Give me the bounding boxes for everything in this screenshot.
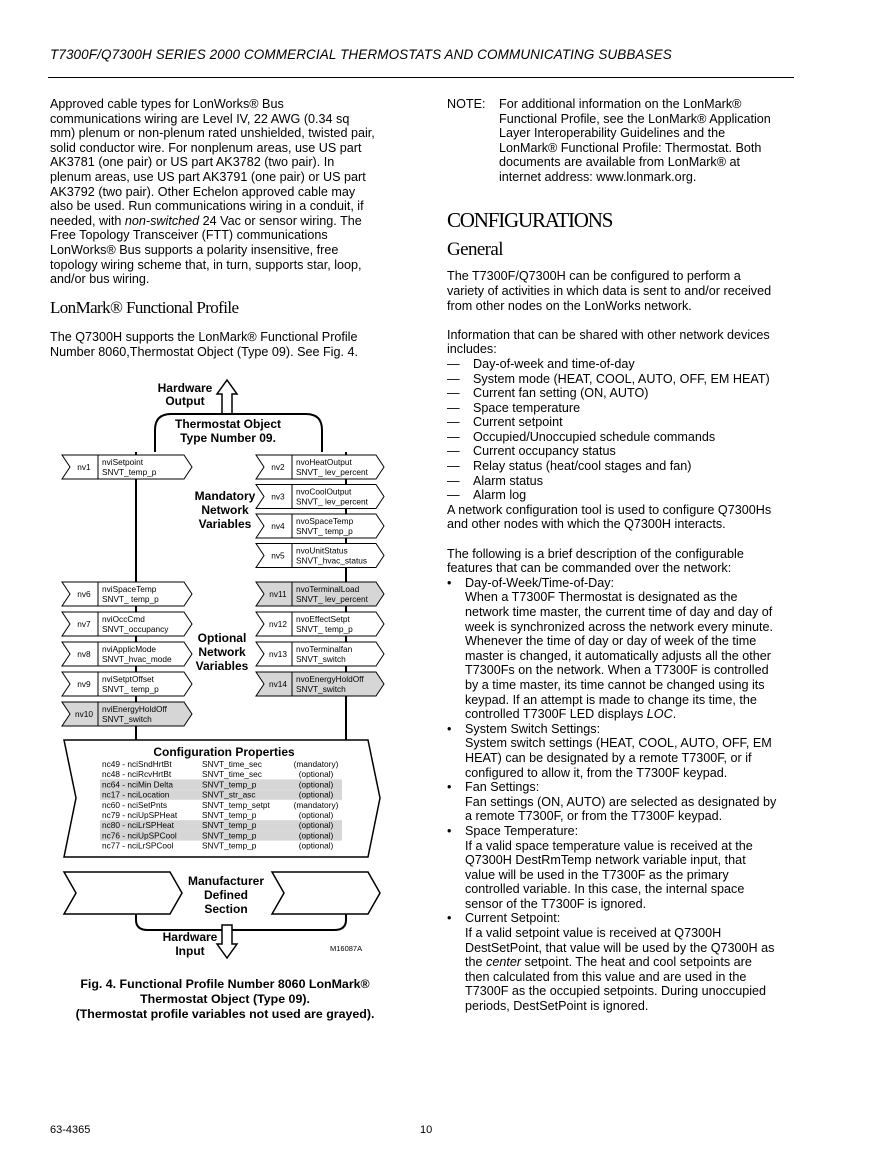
tool-paragraph	[447, 503, 797, 532]
shared-item	[447, 444, 797, 459]
nv-type: SNVT_ temp_p	[102, 594, 159, 604]
shared-item	[447, 474, 797, 489]
features-intro-line: features that can be commanded over the network:	[447, 561, 732, 576]
cable-line: communications wiring are Level IV, 22 AWG (0.34 sq	[50, 111, 350, 126]
config-type: SNVT_temp_p	[202, 779, 257, 790]
cable-line: AK3781 (one pair) or US part AK3782 (two pair). In	[50, 155, 335, 170]
bullet-marker: •	[447, 911, 452, 926]
config-nc: nc77 - nciLrSPCool	[102, 840, 174, 851]
feature-line: DestSetPoint, that value will be used by the Q7300H as	[465, 940, 775, 955]
caption-line: (Thermostat profile variables not used are grayed).	[75, 1007, 375, 1021]
nv-name: nvoTerminalfan	[296, 644, 353, 654]
optional-label: Variables	[195, 659, 249, 673]
config-nc: nc17 - nciLocation	[102, 789, 170, 800]
feature-title: Day-of-Week/Time-of-Day:	[465, 575, 615, 590]
shared-item-text: Current occupancy status	[473, 444, 616, 459]
nv-type: SNVT_hvac_status	[296, 555, 368, 566]
cable-line: topology wiring scheme that, in turn, supports star, loop,	[50, 257, 362, 272]
feature-line: the center setpoint. The heat and cool setpoints are	[465, 955, 752, 970]
optional-label: Network	[198, 645, 246, 659]
cable-line: Free Topology Transceiver (FTT) communications	[50, 228, 328, 243]
cable-line: AK3792 (two pair). Other Echelon approved cable may	[50, 184, 356, 199]
output-arrow-icon	[217, 380, 237, 414]
feature-line: T7300F as the occupied setpoints. During unoccupied	[465, 984, 767, 999]
shared-intro-line: includes:	[447, 342, 497, 357]
feature-line: value will be used in the T7300F as the primary	[465, 867, 729, 882]
config-type: SNVT_time_sec	[202, 769, 262, 780]
dash-marker: —	[447, 371, 460, 386]
note-line: For additional information on the LonMark®	[499, 97, 742, 111]
cable-line: plenum areas, use US part AK3791 (one pair) or US part	[50, 169, 366, 184]
shared-item-text: Relay status (heat/cool stages and fan)	[473, 459, 692, 474]
config-status: (optional)	[298, 810, 334, 820]
shared-item-text: Alarm status	[473, 473, 543, 488]
feature-body	[465, 911, 774, 1013]
config-type: SNVT_temp_p	[202, 830, 257, 841]
cable-line: needed, with non-switched 24 Vac or sensor wiring. The	[50, 213, 362, 228]
nv-type: SNVT_switch	[102, 714, 152, 724]
hardware-input-label: Input	[175, 944, 205, 958]
features-intro-line: The following is a brief description of the configurable	[447, 546, 744, 561]
feature-body	[465, 722, 772, 780]
hardware-output-label: Output	[165, 394, 205, 408]
nv-number: nv11	[269, 589, 287, 599]
dash-marker: —	[447, 400, 460, 415]
nv-type: SNVT_temp_p	[102, 467, 157, 477]
right-column	[447, 97, 797, 1014]
configurations-heading: CONFIGURATIONS	[447, 208, 613, 233]
optional-label: Optional	[197, 631, 247, 645]
manufacturer-label: Section	[204, 902, 248, 916]
bullet-marker: •	[447, 721, 452, 736]
cable-line: and/or bus wiring.	[50, 272, 150, 287]
caption-line: Fig. 4. Functional Profile Number 8060 LonMark®	[80, 977, 370, 991]
nv-name: nviApplicMode	[102, 644, 156, 654]
shared-intro-line: Information that can be shared with other network devices	[447, 327, 770, 342]
manufacturer-label: Manufacturer	[187, 874, 265, 888]
nv-number: nv9	[77, 679, 91, 689]
nv-number: nv10	[75, 709, 93, 719]
mandatory-label: Variables	[198, 517, 252, 531]
config-status: (optional)	[298, 840, 334, 851]
feature-line: controlled T7300F LED displays LOC.	[465, 707, 677, 722]
shared-item-text: Current fan setting (ON, AUTO)	[473, 386, 649, 401]
general-paragraph	[447, 269, 797, 313]
dash-marker: —	[447, 444, 460, 459]
dash-marker: —	[447, 356, 460, 371]
nv-name: nvoHeatOutput	[296, 457, 352, 467]
feature-line: Fan settings (ON, AUTO) are selected as designated by	[465, 794, 777, 809]
feature-line: System switch settings (HEAT, COOL, AUTO, OFF, EM	[465, 736, 772, 751]
features-list	[447, 576, 797, 1014]
dash-marker: —	[447, 415, 460, 430]
config-status: (optional)	[298, 779, 334, 790]
feature-line: If a valid setpoint value is received at Q7300H	[465, 926, 722, 941]
shared-item	[447, 459, 797, 474]
feature-line: When a T7300F Thermostat is designated as the	[465, 590, 738, 605]
feature-title: System Switch Settings:	[465, 721, 601, 736]
nv-type: SNVT_ temp_p	[296, 624, 353, 634]
config-nc: nc76 - nciUpSPCool	[102, 830, 177, 841]
nv-name: nviSetptOffset	[102, 674, 154, 684]
dash-marker: —	[447, 488, 460, 503]
config-status: (optional)	[298, 830, 334, 841]
shared-list	[447, 357, 797, 503]
nv-name: nvoCoolOutput	[296, 486, 352, 497]
nv-type: SNVT_ lev_percent	[296, 594, 368, 604]
config-nc: nc64 - nciMin Delta	[102, 779, 174, 790]
nv-type: SNVT_ lev_percent	[296, 496, 368, 507]
nv-type: SNVT_ lev_percent	[296, 467, 368, 477]
config-type: SNVT_str_asc	[202, 789, 256, 800]
nv-number: nv13	[269, 649, 287, 659]
config-title: Configuration Properties	[153, 745, 295, 759]
shared-item	[447, 415, 797, 430]
cable-line: LonWorks® Bus supports a polarity insensitive, free	[50, 242, 339, 257]
feature-line: week is synchronized across the network every minute.	[465, 619, 773, 634]
nv-type: SNVT_switch	[296, 654, 346, 664]
lonmark-line: The Q7300H supports the LonMark® Functional Profile	[50, 329, 358, 344]
running-header: T7300F/Q7300H SERIES 2000 COMMERCIAL THERMOSTATS AND COMMUNICATING SUBBASES	[50, 47, 672, 62]
config-status: (optional)	[298, 789, 334, 800]
shared-item	[447, 372, 797, 387]
nv-name: nvoUnitStatus	[296, 545, 348, 556]
feature-line: periods, DestSetPoint is ignored.	[465, 999, 649, 1014]
dash-marker: —	[447, 459, 460, 474]
lonmark-line: Number 8060,Thermostat Object (Type 09). See Fig. 4.	[50, 344, 358, 359]
shared-item	[447, 430, 797, 445]
nv-number: nv8	[77, 649, 91, 659]
note-label: NOTE:	[447, 97, 486, 111]
shared-intro	[447, 328, 797, 357]
feature-line: controlled variable. In this case, the internal space	[465, 882, 745, 897]
general-heading: General	[447, 238, 503, 260]
feature-line: sensor of the T7300F is ignored.	[465, 896, 647, 911]
config-status: (optional)	[298, 820, 334, 831]
nv-number: nv4	[271, 521, 285, 531]
features-intro	[447, 547, 797, 576]
feature-item	[447, 911, 797, 1013]
manufacturer-arrow-left	[64, 872, 182, 914]
note-text	[499, 97, 771, 185]
hardware-input-label: Hardware	[162, 930, 218, 944]
config-status: (mandatory)	[293, 759, 339, 769]
nv-type: SNVT_switch	[296, 684, 346, 694]
nv-number: nv5	[271, 550, 285, 561]
nv-type: SNVT_hvac_mode	[102, 654, 172, 664]
config-type: SNVT_time_sec	[202, 759, 262, 769]
config-type: SNVT_temp_p	[202, 810, 257, 820]
config-type: SNVT_temp_p	[202, 820, 257, 831]
shared-item-text: Alarm log	[473, 488, 527, 503]
nv-number: nv2	[271, 462, 285, 472]
nv-name: nvoEnergyHoldOff	[296, 674, 364, 684]
shared-item-text: Current setpoint	[473, 415, 563, 430]
feature-item	[447, 722, 797, 780]
nv-type: SNVT_occupancy	[102, 624, 169, 634]
config-nc: nc80 - nciLrSPHeat	[102, 820, 174, 831]
feature-body	[465, 780, 776, 824]
nv-number: nv1	[77, 462, 91, 472]
config-type: SNVT_temp_p	[202, 840, 257, 851]
shared-item-text: Day-of-week and time-of-day	[473, 356, 635, 371]
tool-line: and other nodes with which the Q7300H interacts.	[447, 517, 726, 532]
feature-line: HEAT) can be designated by a remote T7300F, or if	[465, 750, 752, 765]
feature-item	[447, 824, 797, 912]
feature-line: master is changed, it automatically adjusts all the other	[465, 648, 771, 663]
config-nc: nc48 - nciRcvHrtBt	[102, 769, 172, 780]
shared-item-text: Space temperature	[473, 400, 581, 415]
object-title: Thermostat Object	[174, 417, 282, 431]
feature-line: Whenever the time of day or day of week of the time	[465, 634, 757, 649]
page-number: 10	[420, 1124, 433, 1136]
mandatory-label: Network	[201, 503, 249, 517]
feature-line: T7300Fs on the network. When a T7300F is controlled	[465, 663, 769, 678]
feature-item	[447, 780, 797, 824]
nv-type: SNVT_ temp_p	[102, 684, 159, 694]
feature-body	[465, 824, 753, 912]
nv-type: SNVT_ temp_p	[296, 526, 353, 536]
dash-marker: —	[447, 473, 460, 488]
feature-line: a remote T7300F, or from the T7300F keypad.	[465, 809, 723, 824]
shared-item	[447, 357, 797, 372]
nv-number: nv14	[269, 679, 287, 689]
bullet-marker: •	[447, 823, 452, 838]
lonmark-heading: LonMark® Functional Profile	[50, 298, 239, 318]
mandatory-label: Mandatory	[194, 489, 256, 503]
nv-number: nv6	[77, 589, 91, 599]
nv-name: nvoSpaceTemp	[296, 516, 354, 526]
nv-number: nv3	[271, 491, 285, 502]
nv-name: nviSetpoint	[102, 457, 144, 467]
shared-item-text: Occupied/Unoccupied schedule commands	[473, 429, 716, 444]
nv-number: nv7	[77, 619, 91, 629]
feature-line: Q7300H DestRmTemp network variable input, that	[465, 853, 746, 868]
config-status: (optional)	[298, 769, 334, 780]
general-line: variety of activities in which data is sent to and/or received	[447, 283, 772, 298]
hardware-output-label: Hardware	[157, 381, 213, 395]
general-line: The T7300F/Q7300H can be configured to perform a	[447, 269, 741, 284]
config-nc: nc60 - nciSetPnts	[102, 799, 168, 810]
feature-title: Fan Settings:	[465, 780, 540, 795]
bullet-marker: •	[447, 575, 452, 590]
figure-id: M16087A	[330, 944, 363, 953]
bullet-marker: •	[447, 780, 452, 795]
cable-line: mm) plenum or non-plenum rated unshielded, twisted pair,	[50, 126, 375, 141]
note-line: documents are available from LonMark® at	[499, 155, 740, 170]
feature-item	[447, 576, 797, 722]
figure-caption	[50, 977, 400, 1022]
nv-name: nvoTerminalLoad	[296, 584, 360, 594]
nv-name: nvoEffectSetpt	[296, 614, 350, 624]
note-line: Layer Interoperability Guidelines and the	[499, 126, 726, 141]
feature-line: by a time master, its time cannot be changed using its	[465, 677, 765, 692]
manufacturer-arrow-right	[272, 872, 380, 914]
nv-name: nviOccCmd	[102, 614, 145, 624]
config-status: (mandatory)	[293, 799, 339, 810]
caption-line: Thermostat Object (Type 09).	[140, 992, 310, 1006]
shared-item	[447, 401, 797, 416]
feature-line: then calculated from this value and are used in the	[465, 969, 747, 984]
dash-marker: —	[447, 429, 460, 444]
cable-line: solid conductor wire. For nonplenum areas, use US part	[50, 140, 362, 155]
nv-name: nviEnergyHoldOff	[102, 704, 167, 714]
cable-line: also be used. Run communications wiring in a conduit, if	[50, 199, 364, 214]
feature-body	[465, 576, 773, 722]
cable-line: Approved cable types for LonWorks® Bus	[50, 97, 284, 111]
manufacturer-label: Defined	[203, 888, 249, 902]
shared-item	[447, 386, 797, 401]
object-title: Type Number 09.	[180, 431, 276, 445]
config-type: SNVT_temp_setpt	[202, 799, 270, 810]
feature-title: Space Temperature:	[465, 823, 579, 838]
shared-item-text: System mode (HEAT, COOL, AUTO, OFF, EM HEAT)	[473, 371, 770, 386]
nv-number: nv12	[269, 619, 287, 629]
feature-line: If a valid space temperature value is received at the	[465, 838, 753, 853]
config-nc: nc79 - nciUpSPHeat	[102, 810, 178, 820]
tool-line: A network configuration tool is used to configure Q7300Hs	[447, 502, 772, 517]
nv-name: nviSpaceTemp	[102, 584, 157, 594]
feature-title: Current Setpoint:	[465, 911, 561, 926]
general-line: from other nodes on the LonWorks network.	[447, 298, 692, 313]
feature-line: network time master, the current time of day and day of	[465, 605, 773, 619]
note-line: Functional Profile, see the LonMark® Application	[499, 111, 771, 126]
config-nc: nc49 - nciSndHrtBt	[102, 759, 172, 769]
feature-line: keypad. If an attempt is made to change its time, the	[465, 692, 757, 707]
note-line: internet address: www.lonmark.org.	[499, 169, 697, 184]
note-line: LonMark® Functional Profile: Thermostat. Both	[499, 140, 762, 155]
dash-marker: —	[447, 386, 460, 401]
note-block	[447, 97, 797, 185]
doc-number: 63-4365	[50, 1124, 91, 1136]
shared-item	[447, 488, 797, 503]
feature-line: configured to allow it, from the T7300F keypad.	[465, 765, 728, 780]
